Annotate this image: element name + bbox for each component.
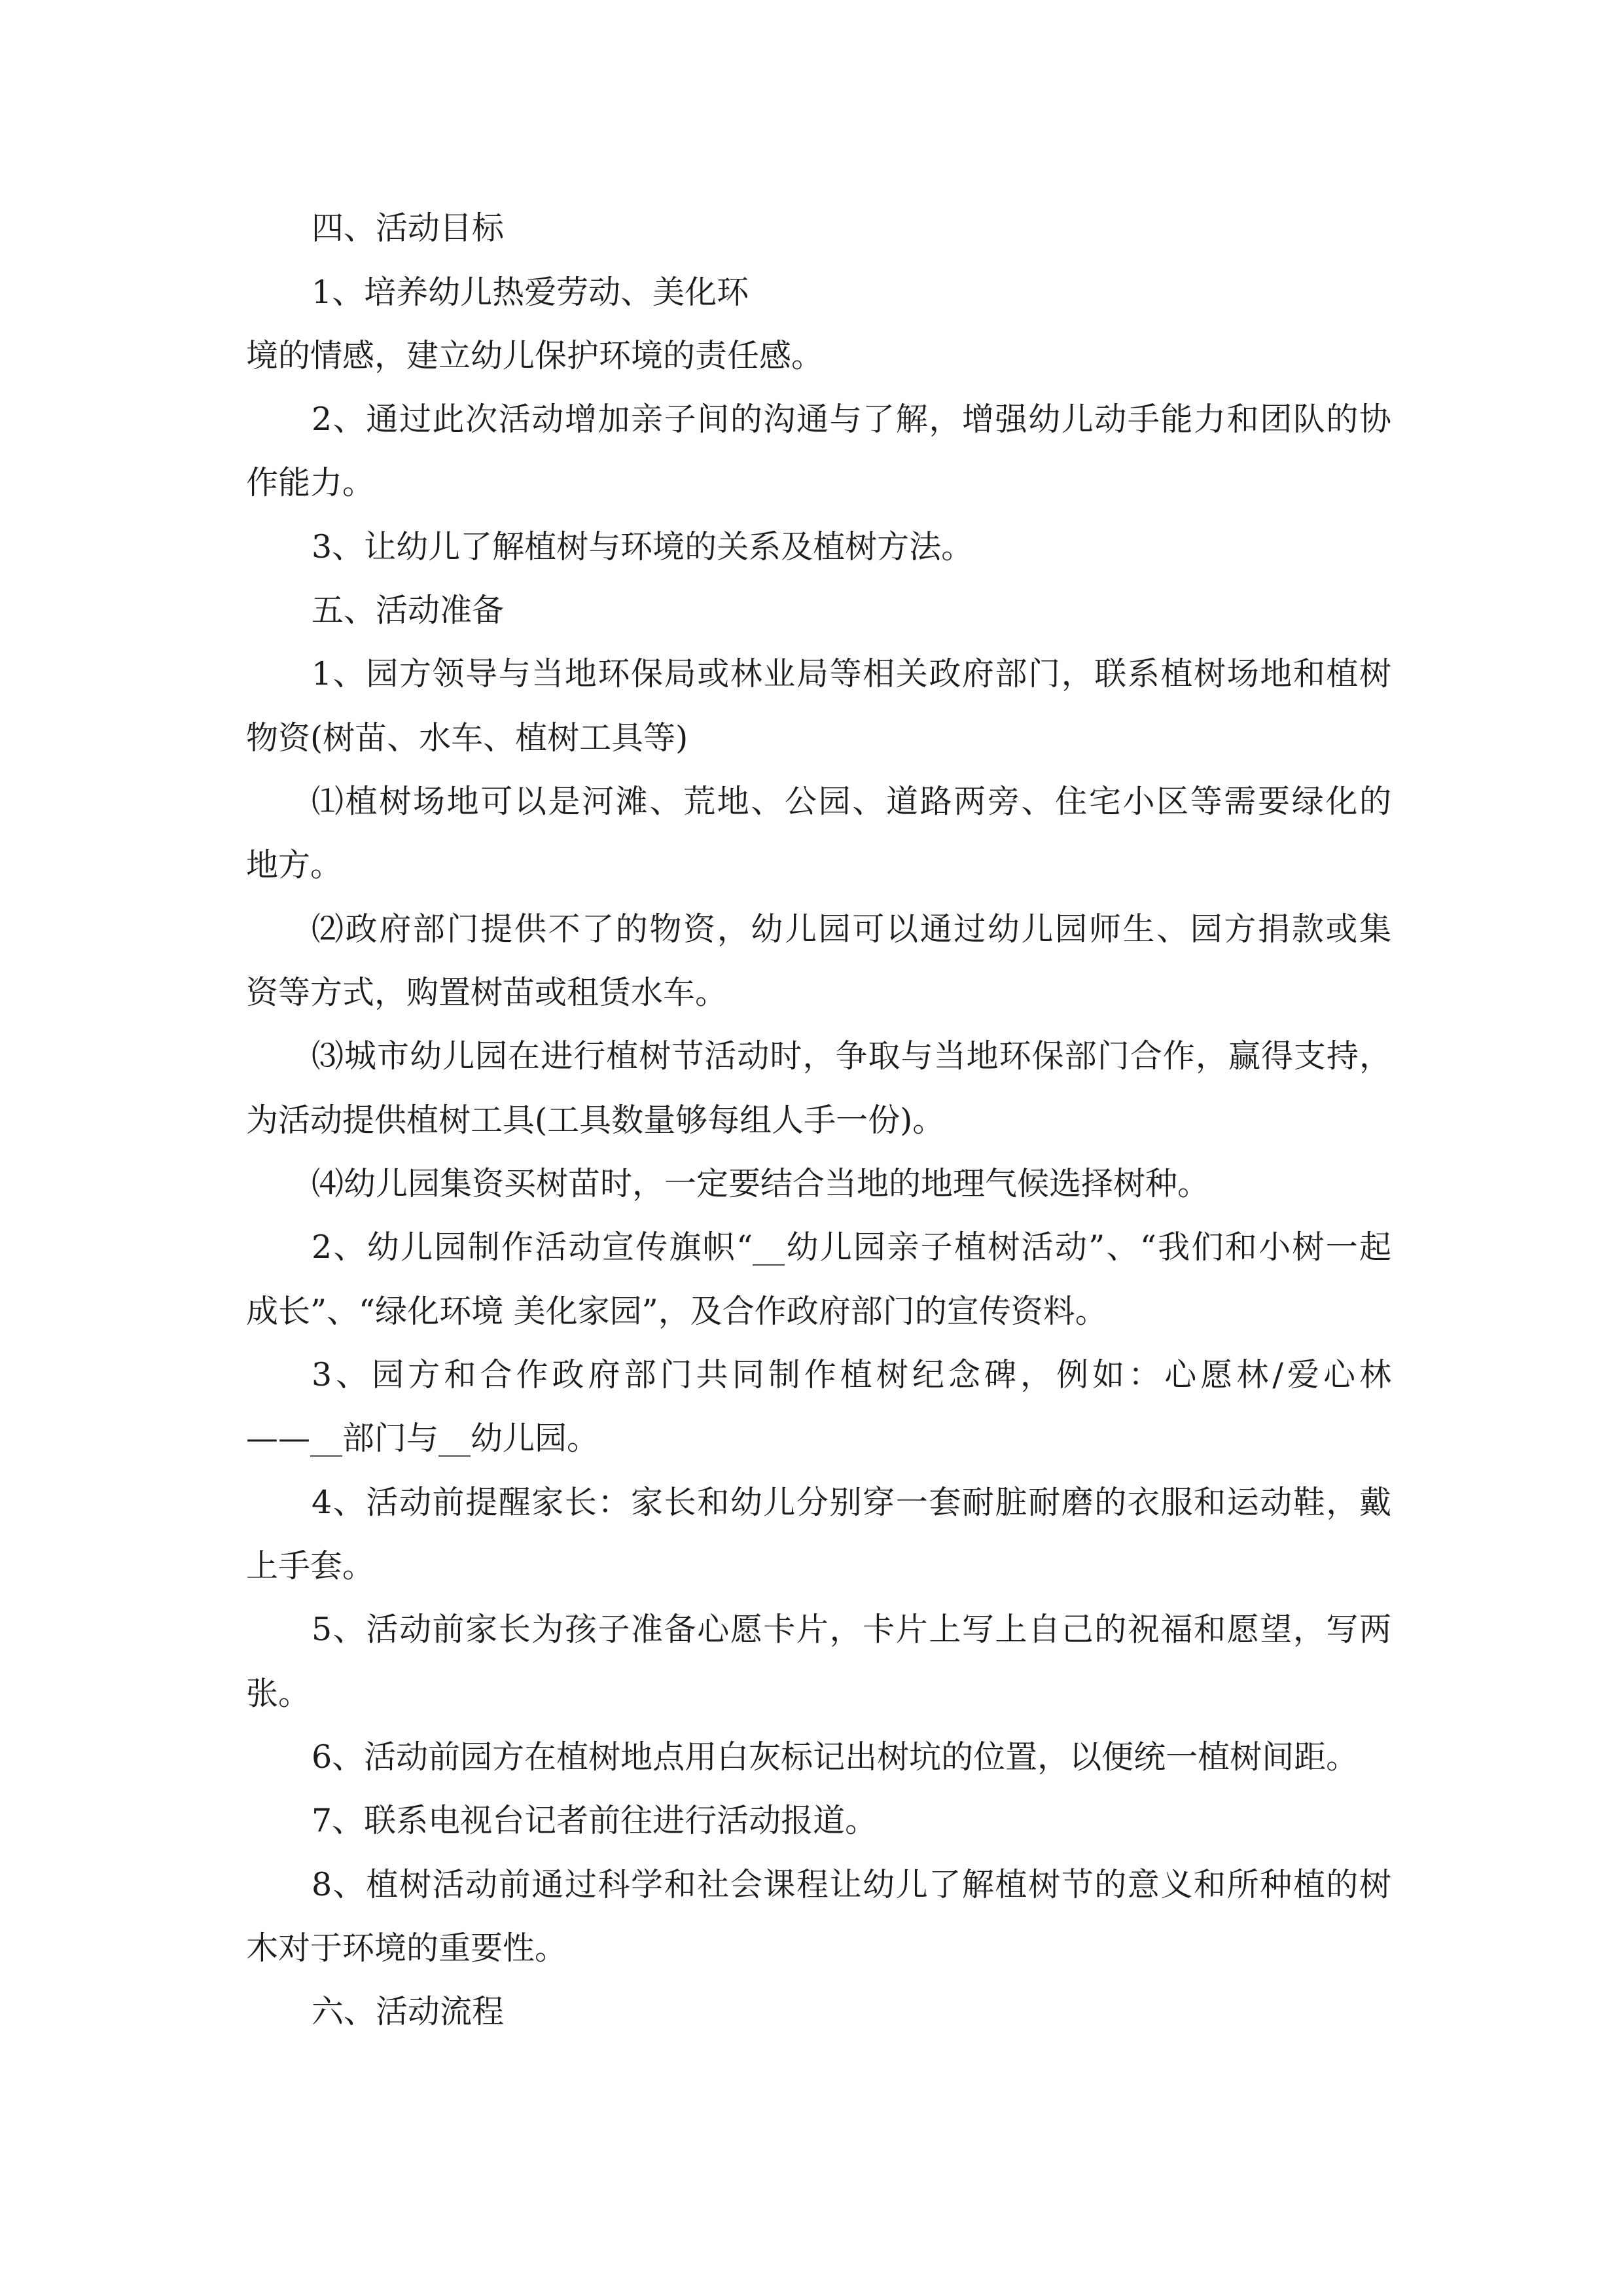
- paragraph-line: 3、园方和合作政府部门共同制作植树纪念碑，例如：心愿林/爱心林: [312, 1356, 1391, 1393]
- paragraph-line: 2、通过此次活动增加亲子间的沟通与了解，增强幼儿动手能力和团队的协: [312, 401, 1391, 438]
- paragraph-line: ——__部门与__幼儿园。: [246, 1420, 599, 1457]
- paragraph-line: 木对于环境的重要性。: [246, 1929, 567, 1967]
- paragraph-line: 7、联系电视台记者前往进行活动报道。: [312, 1802, 878, 1839]
- paragraph-line: 成长”、“绿化环境 美化家园”，及合作政府部门的宣传资料。: [246, 1293, 1107, 1330]
- paragraph-line: 1、培养幼儿热爱劳动、美化环: [312, 274, 749, 311]
- heading-activity-preparation: 五、活动准备: [312, 592, 505, 629]
- paragraph-line: ⑶城市幼儿园在进行植树节活动时，争取与当地环保部门合作，赢得支持，: [312, 1037, 1391, 1075]
- paragraph-line: 为活动提供植树工具(工具数量够每组人手一份)。: [246, 1102, 945, 1139]
- paragraph-line: 张。: [246, 1675, 311, 1712]
- paragraph-line: 8、植树活动前通过科学和社会课程让幼儿了解植树节的意义和所种植的树: [312, 1866, 1391, 1903]
- paragraph-line: 6、活动前园方在植树地点用白灰标记出树坑的位置，以便统一植树间距。: [312, 1738, 1359, 1776]
- paragraph-line: ⑷幼儿园集资买树苗时，一定要结合当地的地理气候选择树种。: [312, 1165, 1210, 1202]
- paragraph-line: 物资(树苗、水车、植树工具等): [246, 719, 688, 757]
- paragraph-line: ⑵政府部门提供不了的物资，幼儿园可以通过幼儿园师生、园方捐款或集: [312, 910, 1391, 948]
- heading-activity-process: 六、活动流程: [312, 1993, 505, 2030]
- paragraph-line: 4、活动前提醒家长：家长和幼儿分别穿一套耐脏耐磨的衣服和运动鞋，戴: [312, 1484, 1391, 1521]
- paragraph-line: 作能力。: [246, 464, 375, 501]
- paragraph-line: 资等方式，购置树苗或租赁水车。: [246, 974, 728, 1011]
- paragraph-line: 上手套。: [246, 1547, 375, 1585]
- paragraph-line: 1、园方领导与当地环保局或林业局等相关政府部门，联系植树场地和植树: [312, 655, 1391, 692]
- paragraph-line: 境的情感，建立幼儿保护环境的责任感。: [246, 337, 824, 374]
- heading-activity-goals: 四、活动目标: [312, 209, 505, 247]
- paragraph-line: 2、幼儿园制作活动宣传旗帜“__幼儿园亲子植树活动”、“我们和小树一起: [312, 1229, 1391, 1266]
- paragraph-line: 5、活动前家长为孩子准备心愿卡片，卡片上写上自己的祝福和愿望，写两: [312, 1611, 1391, 1648]
- paragraph-line: 地方。: [246, 846, 343, 884]
- paragraph-line: ⑴植树场地可以是河滩、荒地、公园、道路两旁、住宅小区等需要绿化的: [312, 783, 1391, 820]
- paragraph-line: 3、让幼儿了解植树与环境的关系及植树方法。: [312, 528, 974, 565]
